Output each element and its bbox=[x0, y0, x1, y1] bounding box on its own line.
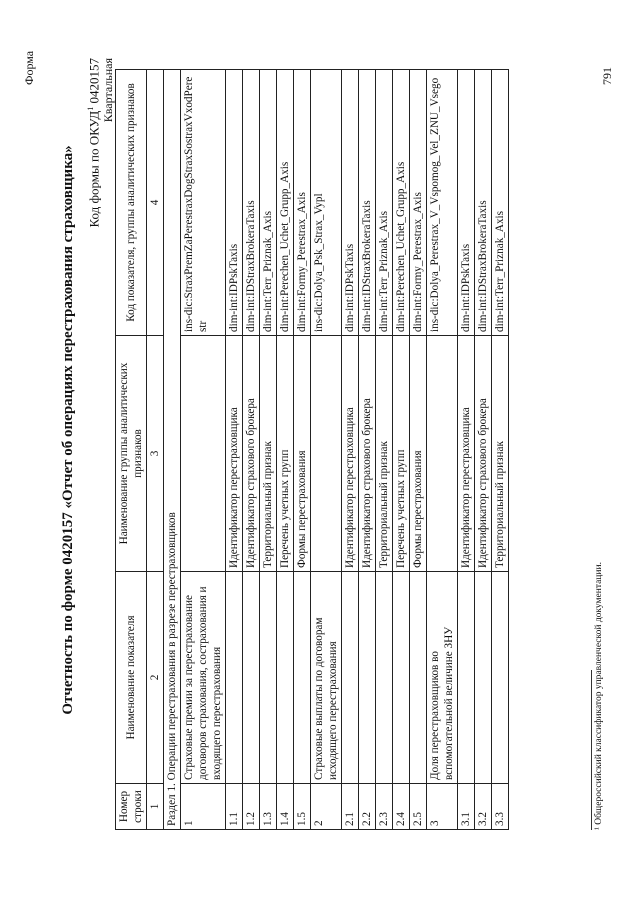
cell-name: Доля перестраховщиков во вспомогательной величине ЗНУ bbox=[427, 572, 458, 784]
table-row bbox=[342, 70, 359, 830]
cell-num: 2.5 bbox=[410, 784, 427, 830]
column-header: Номер строки bbox=[116, 784, 147, 830]
table-row bbox=[311, 70, 342, 830]
table-row bbox=[427, 70, 458, 830]
cell-name bbox=[393, 572, 410, 784]
cell-code: ins-dic:Dolya_Psk_Strax_Vypl bbox=[311, 70, 342, 336]
cell-code: dim-int:IDStraxBrokeraTaxis bbox=[243, 70, 260, 336]
indicators-table bbox=[115, 69, 509, 830]
cell-name bbox=[294, 572, 311, 784]
cell-group: Идентификатор перестраховщика bbox=[226, 336, 243, 572]
table-row bbox=[243, 70, 260, 830]
cell-num: 1.2 bbox=[243, 784, 260, 830]
table-header-row bbox=[116, 70, 147, 830]
cell-code: dim-int:IDStraxBrokeraTaxis bbox=[475, 70, 492, 336]
column-header: Наименование показателя bbox=[116, 572, 147, 784]
cell-num: 3.1 bbox=[458, 784, 475, 830]
cell-group: Идентификатор страхового брокера bbox=[243, 336, 260, 572]
cell-group: Идентификатор перестраховщика bbox=[458, 336, 475, 572]
cell-code: dim-int:Terr_Priznak_Axis bbox=[260, 70, 277, 336]
cell-code: dim-int:IDPskTaxis bbox=[458, 70, 475, 336]
table-row bbox=[458, 70, 475, 830]
table-row bbox=[475, 70, 492, 830]
period-label: Квартальная bbox=[101, 58, 115, 123]
cell-code: dim-int:IDPskTaxis bbox=[342, 70, 359, 336]
cell-name bbox=[458, 572, 475, 784]
cell-group: Территориальный признак bbox=[492, 336, 509, 572]
column-number-row bbox=[147, 70, 164, 830]
cell-name bbox=[376, 572, 393, 784]
cell-num: 3 bbox=[427, 784, 458, 830]
cell-code: dim-int:IDPskTaxis bbox=[226, 70, 243, 336]
cell-num: 3.3 bbox=[492, 784, 509, 830]
okud-footnote-mark: 1 bbox=[86, 106, 95, 111]
cell-group: Территориальный признак bbox=[376, 336, 393, 572]
table-row bbox=[181, 70, 226, 830]
table-row bbox=[260, 70, 277, 830]
cell-code: ins-dic:StraxPremZaPerestraxDogStraxSostraxVxodPerestr bbox=[181, 70, 226, 336]
cell-name bbox=[277, 572, 294, 784]
cell-group bbox=[181, 336, 226, 572]
form-label: Форма bbox=[22, 50, 36, 85]
section-row bbox=[164, 70, 181, 830]
cell-code: dim-int:Perechen_Uchet_Grupp_Axis bbox=[277, 70, 294, 336]
cell-num: 1.5 bbox=[294, 784, 311, 830]
cell-name bbox=[359, 572, 376, 784]
cell-num: 1.4 bbox=[277, 784, 294, 830]
table-row bbox=[226, 70, 243, 830]
table-body bbox=[181, 70, 509, 830]
cell-num: 2.4 bbox=[393, 784, 410, 830]
cell-num: 1.1 bbox=[226, 784, 243, 830]
table-row bbox=[376, 70, 393, 830]
cell-num: 2.1 bbox=[342, 784, 359, 830]
footnote-divider bbox=[591, 670, 592, 830]
cell-group: Идентификатор перестраховщика bbox=[342, 336, 359, 572]
cell-name bbox=[243, 572, 260, 784]
column-number: 2 bbox=[147, 572, 164, 784]
cell-name bbox=[410, 572, 427, 784]
cell-num: 2 bbox=[311, 784, 342, 830]
column-header: Код показателя, группы аналитических признаков bbox=[116, 70, 147, 336]
cell-name: Страховые премии за перестрахование договоров страхования, сострахования и входящего перестрахования bbox=[181, 572, 226, 784]
cell-name bbox=[492, 572, 509, 784]
column-number: 1 bbox=[147, 784, 164, 830]
cell-code: ins-dic:Dolya_Perestrax_V_Vspomog_Vel_ZNU_Vsego bbox=[427, 70, 458, 336]
cell-num: 2.2 bbox=[359, 784, 376, 830]
column-number: 4 bbox=[147, 70, 164, 336]
table-row bbox=[393, 70, 410, 830]
cell-group bbox=[427, 336, 458, 572]
cell-group: Формы перестрахования bbox=[410, 336, 427, 572]
cell-group: Перечень учетных групп bbox=[277, 336, 294, 572]
cell-code: dim-int:Perechen_Uchet_Grupp_Axis bbox=[393, 70, 410, 336]
cell-num: 3.2 bbox=[475, 784, 492, 830]
cell-name bbox=[475, 572, 492, 784]
cell-group bbox=[311, 336, 342, 572]
column-number: 3 bbox=[147, 336, 164, 572]
cell-name: Страховые выплаты по договорам исходящего перестрахования bbox=[311, 572, 342, 784]
cell-name bbox=[226, 572, 243, 784]
column-header: Наименование группы аналитических признаков bbox=[116, 336, 147, 572]
table-row bbox=[410, 70, 427, 830]
cell-group: Идентификатор страхового брокера bbox=[475, 336, 492, 572]
cell-num: 2.3 bbox=[376, 784, 393, 830]
table-row bbox=[492, 70, 509, 830]
cell-code: dim-int:IDStraxBrokeraTaxis bbox=[359, 70, 376, 336]
table-row bbox=[359, 70, 376, 830]
cell-group: Формы перестрахования bbox=[294, 336, 311, 572]
okud-code: 0420157 bbox=[86, 58, 102, 104]
cell-group: Идентификатор страхового брокера bbox=[359, 336, 376, 572]
cell-code: dim-int:Formy_Perestrax_Axis bbox=[294, 70, 311, 336]
cell-group: Территориальный признак bbox=[260, 336, 277, 572]
table-row bbox=[277, 70, 294, 830]
okud-label: Код формы по ОКУД bbox=[86, 110, 102, 228]
cell-code: dim-int:Formy_Perestrax_Axis bbox=[410, 70, 427, 336]
cell-code: dim-int:Terr_Priznak_Axis bbox=[492, 70, 509, 336]
table-row bbox=[294, 70, 311, 830]
footnote: ¹ Общероссийский классификатор управленческой документации. bbox=[594, 562, 604, 830]
page-number: 791 bbox=[600, 67, 614, 85]
section-title: Раздел 1. Операции перестрахования в разрезе перестраховщиков bbox=[164, 70, 181, 830]
cell-name bbox=[342, 572, 359, 784]
okud-line bbox=[86, 58, 102, 227]
cell-group: Перечень учетных групп bbox=[393, 336, 410, 572]
cell-name bbox=[260, 572, 277, 784]
cell-num: 1.3 bbox=[260, 784, 277, 830]
page-title: Отчетность по форме 0420157 «Отчет об операциях перестрахования страховщика» bbox=[60, 145, 76, 715]
cell-num: 1 bbox=[181, 784, 226, 830]
cell-code: dim-int:Terr_Priznak_Axis bbox=[376, 70, 393, 336]
